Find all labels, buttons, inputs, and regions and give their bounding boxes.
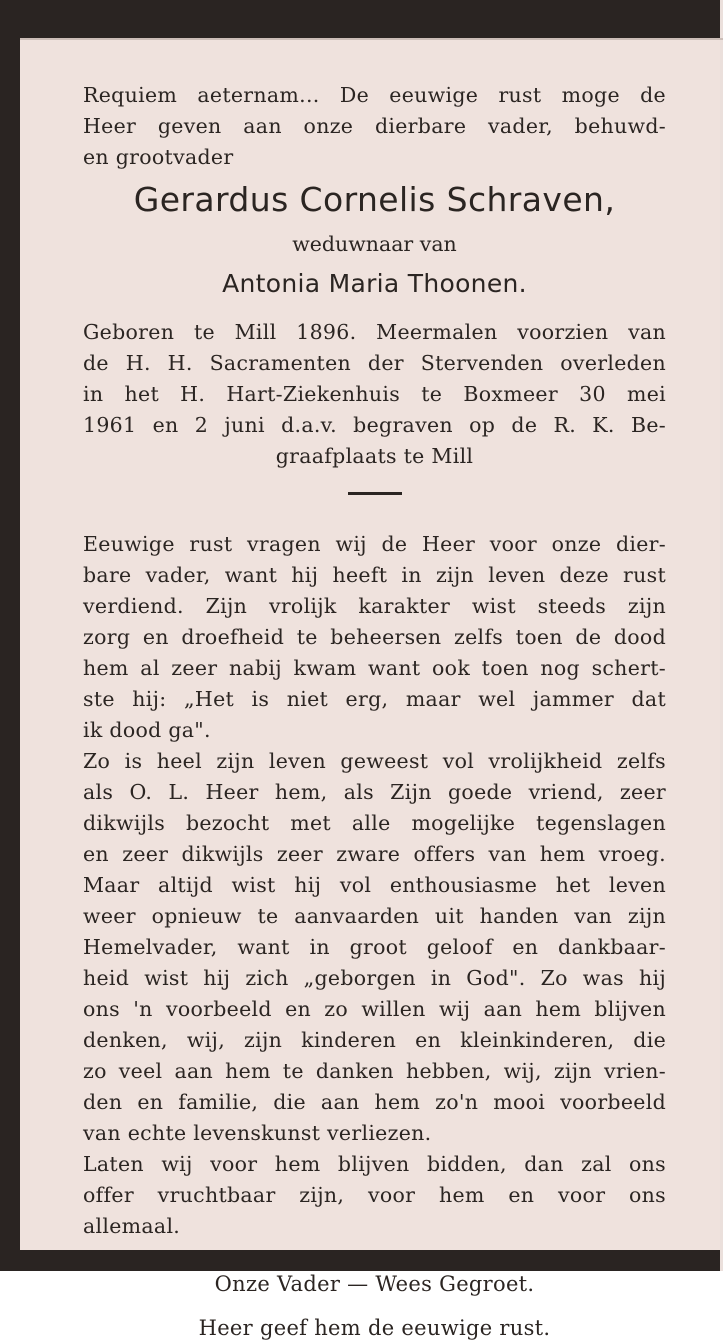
biography-line: 1961 en 2 juni d.a.v. begraven op de R. K. Be-: [83, 413, 666, 437]
intro-line: Requiem aeternam... De eeuwige rust moge de: [83, 83, 666, 107]
spouse-name: Antonia Maria Thoonen.: [222, 269, 527, 298]
mourning-border-top: [0, 0, 723, 38]
spacer: [83, 1242, 666, 1268]
intro-paragraph: [83, 80, 666, 173]
card-edge-top: [20, 38, 723, 40]
reflection-line: hem al zeer nabij kwam want ook toen nog schert-: [83, 656, 666, 680]
reflection-line: Hemelvader, want in groot geloof en dankbaar-: [83, 935, 666, 959]
deceased-name: Gerardus Cornelis Schraven,: [133, 180, 616, 219]
reflection-line: van echte levenskunst verliezen.: [83, 1121, 432, 1145]
prayer-line-1: Onze Vader — Wees Gegroet.: [214, 1272, 535, 1296]
reflection-line: Laten wij voor hem blijven bidden, dan zal ons: [83, 1152, 666, 1176]
reflection-line: en zeer dikwijls zeer zware offers van hem vroeg.: [83, 842, 666, 866]
reflection-line: offer vruchtbaar zijn, voor hem en voor ons: [83, 1183, 666, 1207]
spacer: [83, 1300, 666, 1312]
reflection-line: Maar altijd wist hij vol enthousiasme het leven: [83, 873, 666, 897]
reflection-line: allemaal.: [83, 1214, 181, 1238]
section-divider: [348, 492, 402, 495]
reflection-line: dikwijls bezocht met alle mogelijke tegenslagen: [83, 811, 666, 835]
reflection-line: ste hij: „Het is niet erg, maar wel jammer dat: [83, 687, 666, 711]
reflection-line: Zo is heel zijn leven geweest vol vrolijkheid zelfs: [83, 749, 666, 773]
biography-line: Geboren te Mill 1896. Meermalen voorzien van: [83, 320, 666, 344]
reflection-paragraph: [83, 529, 666, 1242]
mourning-border-left: [0, 0, 20, 1271]
reflection-line: weer opnieuw te aanvaarden uit handen van zijn: [83, 904, 666, 928]
reflection-line: verdiend. Zijn vrolijk karakter wist steeds zijn: [83, 594, 666, 618]
reflection-line: Eeuwige rust vragen wij de Heer voor onze dier-: [83, 532, 666, 556]
reflection-line: denken, wij, zijn kinderen en kleinkinderen, die: [83, 1028, 666, 1052]
biography-line: graafplaats te Mill: [275, 444, 474, 468]
reflection-line: zorg en droefheid te beheersen zelfs toen de dood: [83, 625, 666, 649]
biography-line: in het H. Hart-Ziekenhuis te Boxmeer 30 mei: [83, 382, 666, 406]
reflection-line: den en familie, die aan hem zo'n mooi voorbeeld: [83, 1090, 666, 1114]
reflection-line: zo veel aan hem te danken hebben, wij, zijn vrien-: [83, 1059, 666, 1083]
reflection-line: heid wist hij zich „geborgen in God". Zo was hij: [83, 966, 666, 990]
biography-paragraph: [83, 317, 666, 472]
reflection-line: bare vader, want hij heeft in zijn leven deze rust: [83, 563, 666, 587]
widower-of-label: weduwnaar van: [292, 232, 457, 256]
biography-line: de H. H. Sacramenten der Stervenden overleden: [83, 351, 666, 375]
intro-line: en grootvader: [83, 145, 234, 169]
prayer-line-2: Heer geef hem de eeuwige rust.: [198, 1316, 551, 1340]
card-text: [83, 80, 666, 1344]
reflection-line: ik dood ga".: [83, 718, 211, 742]
reflection-line: als O. L. Heer hem, als Zijn goede vriend, zeer: [83, 780, 666, 804]
reflection-line: ons 'n voorbeeld en zo willen wij aan hem blijven: [83, 997, 666, 1021]
intro-line: Heer geven aan onze dierbare vader, behuwd-: [83, 114, 666, 138]
